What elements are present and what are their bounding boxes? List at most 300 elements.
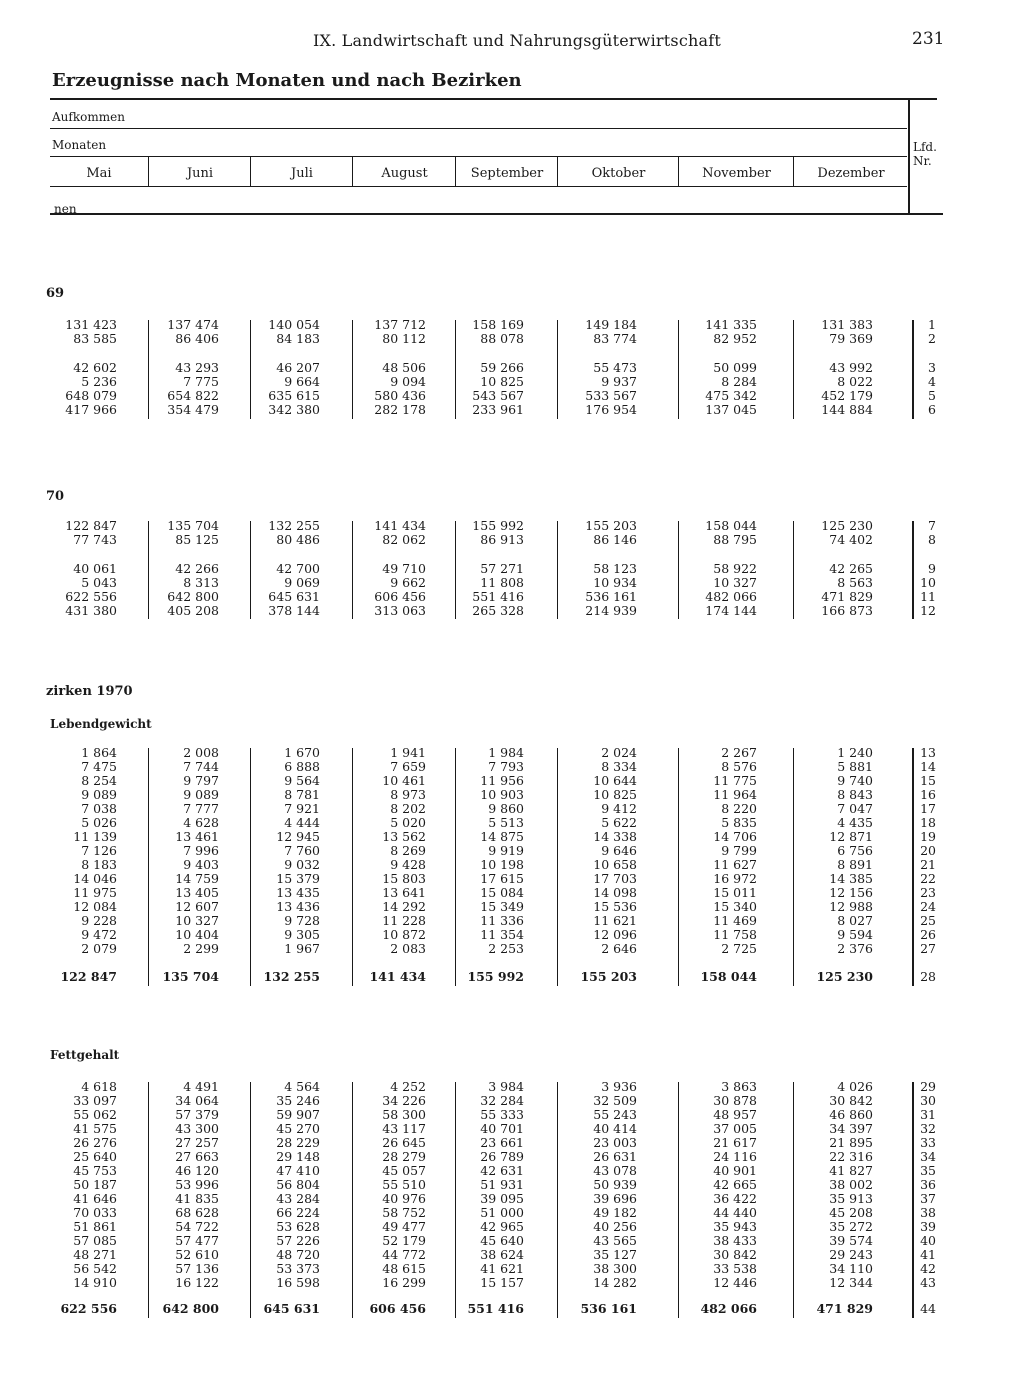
table-cell: 42 665 <box>713 1177 757 1192</box>
table-cell: 25 640 <box>73 1149 117 1164</box>
lfd-number: 21 <box>920 857 936 872</box>
table-cell: 34 397 <box>829 1121 873 1136</box>
table-cell: 41 575 <box>73 1121 117 1136</box>
table-row <box>0 1150 1024 1164</box>
table-cell: 9 089 <box>183 787 219 802</box>
table-cell: 53 628 <box>276 1219 320 1234</box>
table-cell: 174 144 <box>705 603 757 618</box>
table-cell: 9 740 <box>837 773 873 788</box>
table-row <box>0 1276 1024 1290</box>
table-cell: 2 376 <box>837 941 873 956</box>
table-cell: 10 825 <box>593 787 637 802</box>
table-row <box>0 760 1024 774</box>
table-cell: 28 279 <box>382 1149 426 1164</box>
table-cell: 125 230 <box>816 969 873 984</box>
table-cell: 12 446 <box>713 1275 757 1290</box>
table-cell: 543 567 <box>472 388 524 403</box>
table-cell: 43 293 <box>175 360 219 375</box>
table-row <box>0 1164 1024 1178</box>
table-cell: 140 054 <box>268 317 320 332</box>
table-cell: 17 615 <box>480 871 524 886</box>
table-cell: 132 255 <box>263 969 320 984</box>
table-cell: 11 627 <box>713 857 757 872</box>
header-rule-2 <box>50 156 907 157</box>
table-cell: 48 720 <box>276 1247 320 1262</box>
table-cell: 155 992 <box>467 969 524 984</box>
table-cell: 313 063 <box>374 603 426 618</box>
table-cell: 15 084 <box>480 885 524 900</box>
table-cell: 4 026 <box>837 1079 873 1094</box>
table-cell: 43 117 <box>382 1121 426 1136</box>
table-cell: 8 269 <box>390 843 426 858</box>
table-cell: 15 157 <box>480 1275 524 1290</box>
lfd-number: 32 <box>920 1121 936 1136</box>
table-row <box>0 1234 1024 1248</box>
table-cell: 50 099 <box>713 360 757 375</box>
table-cell: 14 098 <box>593 885 637 900</box>
table-cell: 8 202 <box>390 801 426 816</box>
lfd-number: 4 <box>928 374 936 389</box>
table-cell: 645 631 <box>263 1301 320 1316</box>
table-cell: 41 835 <box>175 1191 219 1206</box>
table-cell: 635 615 <box>268 388 320 403</box>
table-cell: 155 203 <box>580 969 637 984</box>
table-cell: 30 842 <box>829 1093 873 1108</box>
month-header-divider <box>148 157 149 187</box>
lfd-number: 15 <box>920 773 936 788</box>
table-cell: 122 847 <box>60 969 117 984</box>
table-cell: 40 976 <box>382 1191 426 1206</box>
table-row <box>0 1178 1024 1192</box>
table-cell: 26 789 <box>480 1149 524 1164</box>
table-cell: 41 621 <box>480 1261 524 1276</box>
lfd-number: 42 <box>920 1261 936 1276</box>
table-cell: 135 704 <box>162 969 219 984</box>
table-cell: 58 922 <box>713 561 757 576</box>
table-cell: 9 646 <box>601 843 637 858</box>
table-cell: 9 860 <box>488 801 524 816</box>
table-cell: 41 827 <box>829 1163 873 1178</box>
table-cell: 9 797 <box>183 773 219 788</box>
section-subheading: Lebendgewicht <box>50 717 152 731</box>
month-header-3: August <box>381 166 428 181</box>
table-cell: 40 901 <box>713 1163 757 1178</box>
table-cell: 42 266 <box>175 561 219 576</box>
table-cell: 7 038 <box>81 801 117 816</box>
table-cell: 606 456 <box>369 1301 426 1316</box>
table-cell: 23 003 <box>593 1135 637 1150</box>
table-cell: 28 229 <box>276 1135 320 1150</box>
table-cell: 137 474 <box>167 317 219 332</box>
table-cell: 8 576 <box>721 759 757 774</box>
table-row <box>0 942 1024 956</box>
table-cell: 58 752 <box>382 1205 426 1220</box>
lfd-number: 43 <box>920 1275 936 1290</box>
table-cell: 9 228 <box>81 913 117 928</box>
table-cell: 4 435 <box>837 815 873 830</box>
lfd-number: 11 <box>920 589 936 604</box>
table-row <box>0 830 1024 844</box>
table-cell: 135 704 <box>167 518 219 533</box>
table-cell: 7 777 <box>183 801 219 816</box>
month-header-divider <box>678 157 679 187</box>
table-cell: 38 624 <box>480 1247 524 1262</box>
lfd-number: 44 <box>920 1301 936 1316</box>
lfd-number: 39 <box>920 1219 936 1234</box>
table-row <box>0 604 1024 618</box>
table-cell: 48 271 <box>73 1247 117 1262</box>
table-cell: 11 808 <box>480 575 524 590</box>
table-cell: 40 701 <box>480 1121 524 1136</box>
lfd-number: 5 <box>928 388 936 403</box>
table-cell: 536 161 <box>580 1301 637 1316</box>
table-cell: 158 044 <box>705 518 757 533</box>
table-cell: 14 706 <box>713 829 757 844</box>
table-cell: 8 973 <box>390 787 426 802</box>
table-cell: 57 379 <box>175 1107 219 1122</box>
lfd-number: 24 <box>920 899 936 914</box>
table-cell: 2 299 <box>183 941 219 956</box>
table-cell: 66 224 <box>276 1205 320 1220</box>
table-cell: 8 022 <box>837 374 873 389</box>
table-cell: 16 299 <box>382 1275 426 1290</box>
table-cell: 645 631 <box>268 589 320 604</box>
table-cell: 42 631 <box>480 1163 524 1178</box>
table-cell: 40 061 <box>73 561 117 576</box>
table-cell: 54 722 <box>175 1219 219 1234</box>
table-cell: 59 907 <box>276 1107 320 1122</box>
lfd-nr-label: Lfd. Nr. <box>913 140 937 168</box>
table-cell: 141 434 <box>374 518 426 533</box>
table-cell: 48 615 <box>382 1261 426 1276</box>
table-cell: 14 759 <box>175 871 219 886</box>
table-cell: 38 433 <box>713 1233 757 1248</box>
table-cell: 21 895 <box>829 1135 873 1150</box>
table-row <box>0 389 1024 403</box>
table-cell: 51 000 <box>480 1205 524 1220</box>
table-row <box>0 872 1024 886</box>
table-cell: 5 513 <box>488 815 524 830</box>
table-cell: 282 178 <box>374 402 426 417</box>
table-cell: 39 574 <box>829 1233 873 1248</box>
table-cell: 3 936 <box>601 1079 637 1094</box>
table-row <box>0 533 1024 547</box>
table-cell: 48 506 <box>382 360 426 375</box>
table-cell: 17 703 <box>593 871 637 886</box>
table-cell: 39 696 <box>593 1191 637 1206</box>
table-cell: 5 835 <box>721 815 757 830</box>
table-cell: 642 800 <box>162 1301 219 1316</box>
lfd-number: 14 <box>920 759 936 774</box>
table-row <box>0 590 1024 604</box>
table-cell: 452 179 <box>821 388 873 403</box>
table-cell: 7 744 <box>183 759 219 774</box>
table-cell: 10 461 <box>382 773 426 788</box>
table-cell: 149 184 <box>585 317 637 332</box>
table-cell: 137 712 <box>374 317 426 332</box>
lfd-number: 6 <box>928 402 936 417</box>
table-cell: 51 931 <box>480 1177 524 1192</box>
table-cell: 38 300 <box>593 1261 637 1276</box>
table-cell: 42 700 <box>276 561 320 576</box>
table-cell: 8 284 <box>721 374 757 389</box>
table-cell: 40 256 <box>593 1219 637 1234</box>
table-cell: 16 972 <box>713 871 757 886</box>
table-cell: 52 179 <box>382 1233 426 1248</box>
table-cell: 11 775 <box>713 773 757 788</box>
table-cell: 53 996 <box>175 1177 219 1192</box>
table-row <box>0 816 1024 830</box>
table-cell: 9 728 <box>284 913 320 928</box>
table-cell: 622 556 <box>65 589 117 604</box>
table-cell: 8 563 <box>837 575 873 590</box>
lfd-number: 2 <box>928 331 936 346</box>
table-cell: 23 661 <box>480 1135 524 1150</box>
table-cell: 10 198 <box>480 857 524 872</box>
table-row <box>0 788 1024 802</box>
table-cell: 77 743 <box>73 532 117 547</box>
section-heading: 70 <box>46 489 65 504</box>
table-cell: 52 610 <box>175 1247 219 1262</box>
table-cell: 11 139 <box>73 829 117 844</box>
table-cell: 482 066 <box>700 1301 757 1316</box>
table-row <box>0 1136 1024 1150</box>
table-cell: 13 461 <box>175 829 219 844</box>
table-row <box>0 928 1024 942</box>
lfd-number: 18 <box>920 815 936 830</box>
table-cell: 15 349 <box>480 899 524 914</box>
table-cell: 9 594 <box>837 927 873 942</box>
table-cell: 648 079 <box>65 388 117 403</box>
table-row <box>0 1248 1024 1262</box>
table-cell: 10 872 <box>382 927 426 942</box>
table-cell: 44 772 <box>382 1247 426 1262</box>
table-cell: 6 756 <box>837 843 873 858</box>
table-cell: 5 043 <box>81 575 117 590</box>
month-header-1: Juni <box>186 166 214 181</box>
table-cell: 155 992 <box>472 518 524 533</box>
table-cell: 88 795 <box>713 532 757 547</box>
table-cell: 9 564 <box>284 773 320 788</box>
table-cell: 58 300 <box>382 1107 426 1122</box>
table-cell: 12 988 <box>829 899 873 914</box>
lfd-number: 27 <box>920 941 936 956</box>
table-cell: 13 562 <box>382 829 426 844</box>
table-cell: 55 062 <box>73 1107 117 1122</box>
table-cell: 8 891 <box>837 857 873 872</box>
table-cell: 551 416 <box>472 589 524 604</box>
lfd-number: 3 <box>928 360 936 375</box>
lfd-number: 34 <box>920 1149 936 1164</box>
table-cell: 475 342 <box>705 388 757 403</box>
lfd-number: 22 <box>920 871 936 886</box>
header-rule-3 <box>50 186 907 187</box>
table-cell: 16 598 <box>276 1275 320 1290</box>
table-cell: 45 208 <box>829 1205 873 1220</box>
table-row <box>0 361 1024 375</box>
table-cell: 10 327 <box>713 575 757 590</box>
table-cell: 74 402 <box>829 532 873 547</box>
table-cell: 12 945 <box>276 829 320 844</box>
table-cell: 11 228 <box>382 913 426 928</box>
table-cell: 378 144 <box>268 603 320 618</box>
table-cell: 46 860 <box>829 1107 873 1122</box>
table-cell: 9 428 <box>390 857 426 872</box>
table-cell: 265 328 <box>472 603 524 618</box>
table-cell: 35 943 <box>713 1219 757 1234</box>
table-cell: 233 961 <box>472 402 524 417</box>
month-header-divider <box>557 157 558 187</box>
table-cell: 7 047 <box>837 801 873 816</box>
table-cell: 43 992 <box>829 360 873 375</box>
table-total-row <box>0 1302 1024 1316</box>
table-cell: 5 026 <box>81 815 117 830</box>
table-row <box>0 900 1024 914</box>
lfd-number: 10 <box>920 575 936 590</box>
table-cell: 1 240 <box>837 745 873 760</box>
table-cell: 11 469 <box>713 913 757 928</box>
table-cell: 39 095 <box>480 1191 524 1206</box>
table-cell: 9 089 <box>81 787 117 802</box>
table-cell: 132 255 <box>268 518 320 533</box>
monaten-label: Monaten <box>52 138 107 152</box>
table-cell: 46 207 <box>276 360 320 375</box>
table-cell: 88 078 <box>480 331 524 346</box>
lfd-number: 38 <box>920 1205 936 1220</box>
table-cell: 5 236 <box>81 374 117 389</box>
table-cell: 57 226 <box>276 1233 320 1248</box>
table-cell: 58 123 <box>593 561 637 576</box>
table-cell: 11 975 <box>73 885 117 900</box>
table-row <box>0 1122 1024 1136</box>
header-rule-1 <box>50 128 907 129</box>
table-cell: 10 825 <box>480 374 524 389</box>
table-cell: 7 775 <box>183 374 219 389</box>
table-cell: 141 434 <box>369 969 426 984</box>
table-cell: 10 658 <box>593 857 637 872</box>
table-cell: 33 538 <box>713 1261 757 1276</box>
table-cell: 35 127 <box>593 1247 637 1262</box>
table-cell: 1 864 <box>81 745 117 760</box>
table-cell: 131 383 <box>821 317 873 332</box>
table-cell: 45 270 <box>276 1121 320 1136</box>
table-row <box>0 403 1024 417</box>
table-cell: 14 338 <box>593 829 637 844</box>
table-cell: 57 271 <box>480 561 524 576</box>
table-row <box>0 1080 1024 1094</box>
table-cell: 57 085 <box>73 1233 117 1248</box>
table-cell: 55 473 <box>593 360 637 375</box>
table-cell: 471 829 <box>821 589 873 604</box>
table-row <box>0 886 1024 900</box>
table-cell: 13 436 <box>276 899 320 914</box>
table-row <box>0 858 1024 872</box>
table-cell: 11 758 <box>713 927 757 942</box>
table-cell: 14 385 <box>829 871 873 886</box>
month-header-divider <box>250 157 251 187</box>
table-cell: 16 122 <box>175 1275 219 1290</box>
lfd-number: 7 <box>928 518 936 533</box>
header-bottom-rule <box>50 213 943 215</box>
table-cell: 42 965 <box>480 1219 524 1234</box>
table-row <box>0 576 1024 590</box>
table-cell: 86 146 <box>593 532 637 547</box>
table-cell: 45 640 <box>480 1233 524 1248</box>
table-row <box>0 562 1024 576</box>
month-header-0: Mai <box>86 166 112 181</box>
table-cell: 26 631 <box>593 1149 637 1164</box>
table-cell: 606 456 <box>374 589 426 604</box>
table-cell: 13 405 <box>175 885 219 900</box>
table-cell: 82 062 <box>382 532 426 547</box>
table-row <box>0 844 1024 858</box>
table-row <box>0 914 1024 928</box>
table-cell: 166 873 <box>821 603 873 618</box>
table-cell: 40 414 <box>593 1121 637 1136</box>
table-cell: 342 380 <box>268 402 320 417</box>
lfd-number: 16 <box>920 787 936 802</box>
table-cell: 9 032 <box>284 857 320 872</box>
table-cell: 2 024 <box>601 745 637 760</box>
table-cell: 5 622 <box>601 815 637 830</box>
table-cell: 30 878 <box>713 1093 757 1108</box>
table-cell: 46 120 <box>175 1163 219 1178</box>
table-cell: 26 645 <box>382 1135 426 1150</box>
table-cell: 12 156 <box>829 885 873 900</box>
table-cell: 7 996 <box>183 843 219 858</box>
table-cell: 9 472 <box>81 927 117 942</box>
table-cell: 431 380 <box>65 603 117 618</box>
table-cell: 8 220 <box>721 801 757 816</box>
table-cell: 7 760 <box>284 843 320 858</box>
lfd-number: 37 <box>920 1191 936 1206</box>
table-total-row <box>0 970 1024 984</box>
month-header-7: Dezember <box>817 166 885 181</box>
table-cell: 43 300 <box>175 1121 219 1136</box>
table-cell: 24 116 <box>713 1149 757 1164</box>
table-cell: 70 033 <box>73 1205 117 1220</box>
table-cell: 580 436 <box>374 388 426 403</box>
lfd-number: 13 <box>920 745 936 760</box>
lfd-number: 9 <box>928 561 936 576</box>
table-cell: 8 843 <box>837 787 873 802</box>
lfd-number: 26 <box>920 927 936 942</box>
table-cell: 11 964 <box>713 787 757 802</box>
lfd-number: 29 <box>920 1079 936 1094</box>
table-row <box>0 1094 1024 1108</box>
table-cell: 8 027 <box>837 913 873 928</box>
month-header-2: Juli <box>291 166 313 181</box>
table-cell: 11 956 <box>480 773 524 788</box>
table-cell: 7 659 <box>390 759 426 774</box>
table-cell: 22 316 <box>829 1149 873 1164</box>
table-row <box>0 519 1024 533</box>
table-cell: 4 628 <box>183 815 219 830</box>
lfd-number: 19 <box>920 829 936 844</box>
table-cell: 26 276 <box>73 1135 117 1150</box>
table-cell: 141 335 <box>705 317 757 332</box>
table-cell: 14 910 <box>73 1275 117 1290</box>
table-cell: 85 125 <box>175 532 219 547</box>
table-cell: 9 664 <box>284 374 320 389</box>
table-cell: 86 913 <box>480 532 524 547</box>
table-cell: 1 670 <box>284 745 320 760</box>
table-cell: 55 333 <box>480 1107 524 1122</box>
table-cell: 9 662 <box>390 575 426 590</box>
table-cell: 30 842 <box>713 1247 757 1262</box>
lfd-number: 12 <box>920 603 936 618</box>
running-head: IX. Landwirtschaft und Nahrungsgüterwirtschaft <box>313 31 721 50</box>
